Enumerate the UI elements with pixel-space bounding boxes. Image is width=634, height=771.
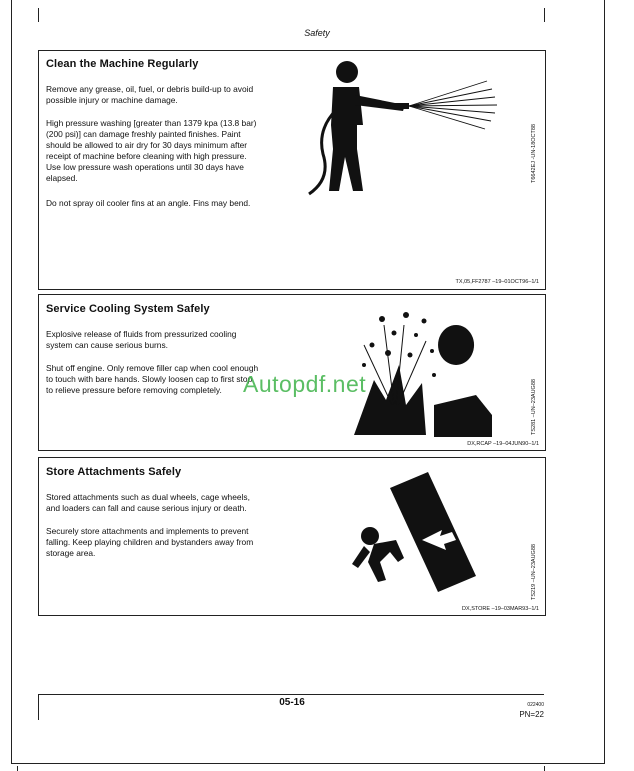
section-paragraph: High pressure washing [greater than 1379 kpa (13.8 bar) (200 psi)] can damage freshly painted finishes. Paint should be allowed to air dry for 30 days minimum after receipt of machine before cleaning with high pressure. Use low pressure wash operations until 30 days have elapsed.: [46, 118, 257, 183]
margin-rule: [544, 8, 545, 22]
section-paragraph: Explosive release of fluids from pressurized cooling system can cause serious burns.: [46, 329, 237, 350]
pressure-washer-illustration: [297, 59, 507, 209]
page-header: Safety: [304, 28, 330, 38]
image-code: TS219 –UN–23AUG88: [531, 544, 537, 600]
section-paragraph: Do not spray oil cooler fins at an angle. Fins may bend.: [46, 198, 251, 208]
section-paragraph: Remove any grease, oil, fuel, or debris build-up to avoid possible injury or machine damage.: [46, 84, 254, 105]
section-ref: DX,RCAP –19–04JUN90–1/1: [467, 441, 539, 447]
image-code: TS281 –UN–23AUG88: [531, 379, 537, 435]
page-number: 05-16: [279, 697, 305, 708]
section-title: Store Attachments Safely: [46, 466, 182, 478]
section-paragraph: Shut off engine. Only remove filler cap when cool enough to touch with bare hands. Slowly loosen cap to first stop to relieve pressure before removing completely.: [46, 363, 259, 395]
image-code: T6642EJ -UN-18OCT88: [531, 124, 537, 183]
margin-rule: [17, 766, 18, 771]
explosion-burn-illustration: [344, 305, 494, 437]
watermark: Autopdf.net: [243, 371, 367, 397]
section-paragraph: Stored attachments such as dual wheels, cage wheels, and loaders can fall and cause serious injury or death.: [46, 492, 250, 513]
page-border-right: [604, 0, 605, 764]
section-paragraph: Securely store attachments and implements to prevent falling. Keep playing children and bystanders away from storage area.: [46, 526, 254, 558]
falling-attachment-illustration: [344, 468, 484, 593]
section-clean-machine: [38, 50, 546, 290]
section-store-attachments: [38, 457, 546, 616]
footer-date-code: 022400: [527, 702, 544, 708]
footer-rule: [38, 694, 544, 695]
page-border-bottom: [11, 763, 605, 764]
footer-pn: PN=22: [519, 710, 544, 719]
section-title: Service Cooling System Safely: [46, 303, 210, 315]
section-title: Clean the Machine Regularly: [46, 58, 199, 70]
page-border-left: [11, 0, 12, 764]
margin-rule: [38, 8, 39, 22]
section-ref: DX,STORE –19–03MAR93–1/1: [462, 606, 539, 612]
section-ref: TX,05,FF2787 –19–01OCT96–1/1: [455, 279, 539, 285]
margin-rule: [544, 766, 545, 771]
